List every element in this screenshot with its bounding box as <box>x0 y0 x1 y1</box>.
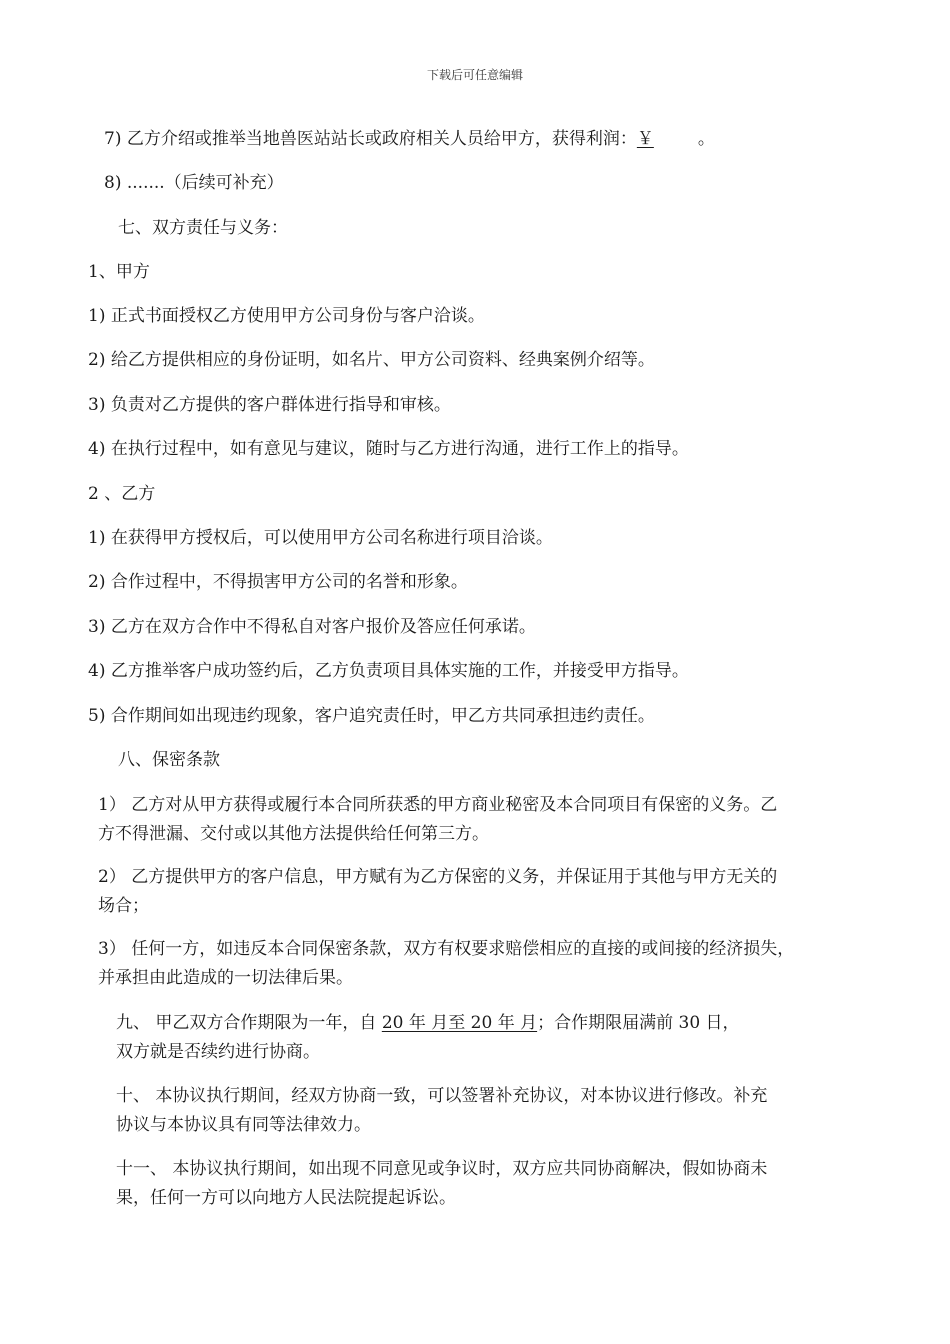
section-8-heading: 八、保密条款 <box>118 750 220 770</box>
clause-7-profit: 7) 乙方介绍或推举当地兽医站站长或政府相关人员给甲方，获得利润：￥ 。 <box>104 129 715 149</box>
section-10-line-1: 十、 本协议执行期间，经双方协商一致，可以签署补充协议，对本协议进行修改。补充 <box>116 1086 768 1106</box>
party-b-heading: 2 、乙方 <box>88 484 156 504</box>
section-9-line-1: 九、 甲乙双方合作期限为一年，自 20 年 月至 20 年 月；合作期限届满前 30 日， <box>116 1013 740 1033</box>
party-a-heading: 1、甲方 <box>88 262 150 282</box>
confidentiality-1-line-2: 方不得泄漏、交付或以其他方法提供给任何第三方。 <box>98 824 489 844</box>
party-b-item-5: 5) 合作期间如出现违约现象，客户追究责任时，甲乙方共同承担违约责任。 <box>88 706 655 726</box>
section-7-heading: 七、双方责任与义务： <box>118 218 288 238</box>
confidentiality-2-line-2: 场合； <box>98 896 149 916</box>
clause-8: 8) .......（后续可补充） <box>104 173 284 193</box>
page-header: 下载后可任意编辑 <box>426 68 523 82</box>
confidentiality-1-line-1: 1） 乙方对从甲方获得或履行本合同所获悉的甲方商业秘密及本合同项目有保密的义务。乙 <box>98 795 778 815</box>
party-a-item-3: 3) 负责对乙方提供的客户群体进行指导和审核。 <box>88 395 451 415</box>
confidentiality-3-line-2: 并承担由此造成的一切法律后果。 <box>98 968 353 988</box>
party-a-item-1: 1) 正式书面授权乙方使用甲方公司身份与客户洽谈。 <box>88 306 485 326</box>
party-b-item-1: 1) 在获得甲方授权后，可以使用甲方公司名称进行项目洽谈。 <box>88 528 553 548</box>
cooperation-period: 20 年 月至 20 年 月 <box>381 1013 538 1033</box>
party-b-item-3: 3) 乙方在双方合作中不得私自对客户报价及答应任何承诺。 <box>88 617 536 637</box>
party-a-item-4: 4) 在执行过程中，如有意见与建议，随时与乙方进行沟通，进行工作上的指导。 <box>88 439 689 459</box>
party-b-item-4: 4) 乙方推举客户成功签约后，乙方负责项目具体实施的工作，并接受甲方指导。 <box>88 661 689 681</box>
confidentiality-3-line-1: 3） 任何一方，如违反本合同保密条款，双方有权要求赔偿相应的直接的或间接的经济损失， <box>98 939 795 959</box>
section-10-line-2: 协议与本协议具有同等法律效力。 <box>116 1115 371 1135</box>
party-b-item-2: 2) 合作过程中，不得损害甲方公司的名誉和形象。 <box>88 572 468 592</box>
party-a-item-2: 2) 给乙方提供相应的身份证明，如名片、甲方公司资料、经典案例介绍等。 <box>88 350 655 370</box>
section-9-line-2: 双方就是否续约进行协商。 <box>116 1042 320 1062</box>
section-11-line-2: 果，任何一方可以向地方人民法院提起诉讼。 <box>116 1188 456 1208</box>
section-11-line-1: 十一、 本协议执行期间，如出现不同意见或争议时，双方应共同协商解决，假如协商未 <box>116 1159 768 1179</box>
confidentiality-2-line-1: 2） 乙方提供甲方的客户信息，甲方赋有为乙方保密的义务，并保证用于其他与甲方无关的 <box>98 867 778 887</box>
profit-blank: ￥ <box>636 129 654 149</box>
